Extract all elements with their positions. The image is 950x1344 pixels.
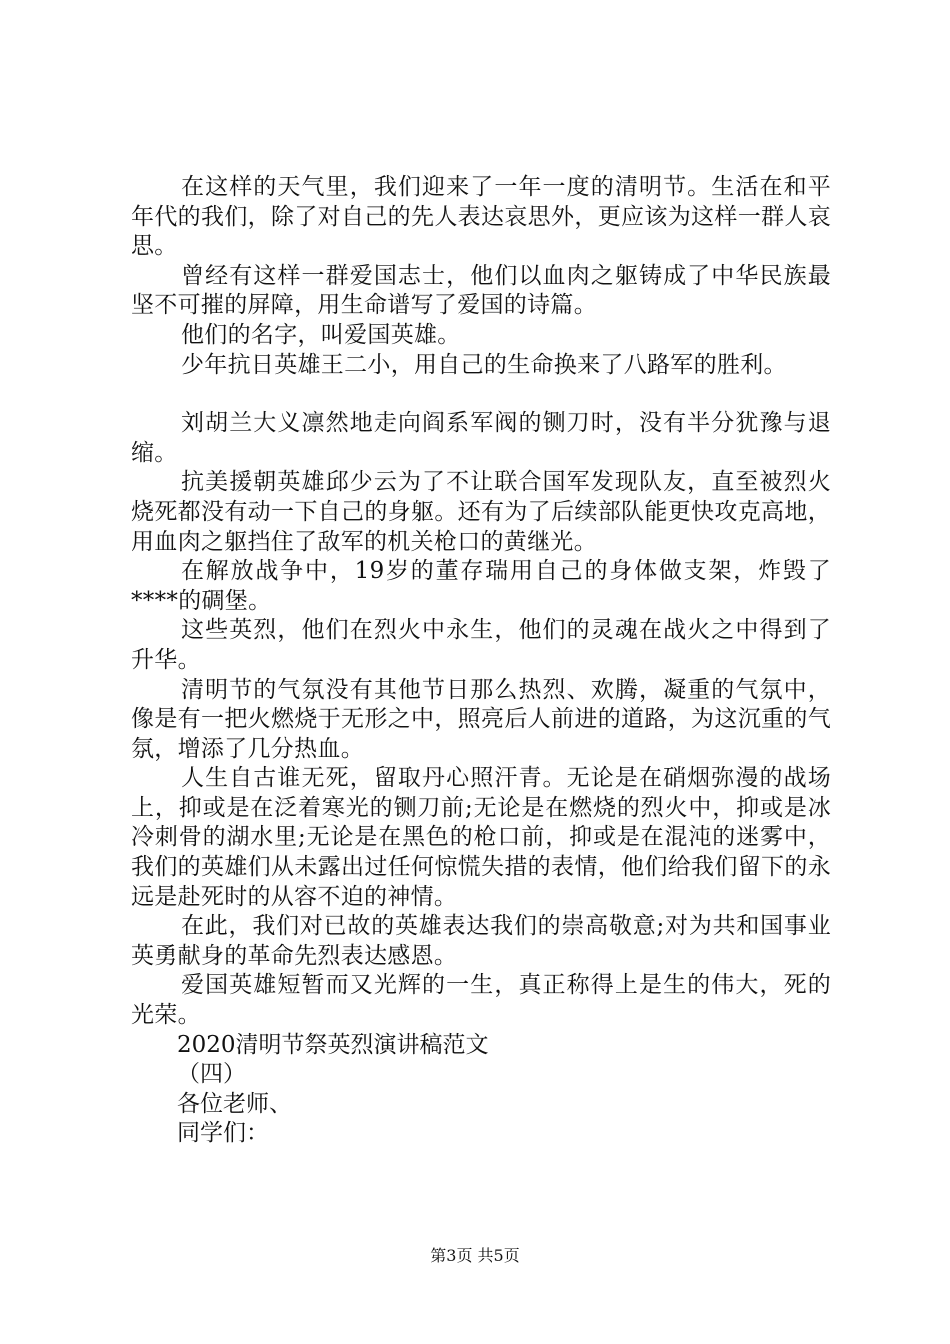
document-body <box>131 173 831 1149</box>
section-number: （四） <box>177 1061 246 1088</box>
paragraph-3: 他们的名字，叫爱国英雄。 <box>181 321 461 348</box>
paragraph-6: 抗美援朝英雄邱少云为了不让联合国军发现队友，直至被烈火烧死都没有动一下自己的身躯。还有为了后续部队能更快攻克高地，用血肉之躯挡住了敌军的机关枪口的黄继光。 <box>131 469 831 555</box>
paragraph-11: 在此，我们对已故的英雄表达我们的崇高敬意;对为共和国事业英勇献身的革命先烈表达感恩。 <box>131 913 831 969</box>
page-number: 第3页 共5页 <box>430 1246 520 1265</box>
paragraph-gap <box>131 380 831 409</box>
paragraph-8: 这些英烈，他们在烈火中永生，他们的灵魂在战火之中得到了升华。 <box>131 617 831 673</box>
greeting-teachers: 各位老师、 <box>177 1090 292 1117</box>
paragraph-5: 刘胡兰大义凛然地走向阎系军阀的铡刀时，没有半分犹豫与退缩。 <box>131 410 831 466</box>
paragraph-2: 曾经有这样一群爱国志士，他们以血肉之躯铸成了中华民族最坚不可摧的屏障，用生命谱写了爱国的诗篇。 <box>131 262 831 319</box>
paragraph-4: 少年抗日英雄王二小，用自己的生命换来了八路军的胜利。 <box>181 351 787 378</box>
paragraph-7: 在解放战争中，19岁的董存瑞用自己的身体做支架，炸毁了****的碉堡。 <box>131 558 831 614</box>
greeting-students: 同学们： <box>177 1120 269 1147</box>
paragraph-9: 清明节的气氛没有其他节日那么热烈、欢腾，凝重的气氛中，像是有一把火燃烧于无形之中，照亮后人前进的道路，为这沉重的气氛，增添了几分热血。 <box>131 676 831 762</box>
paragraph-1: 在这样的天气里，我们迎来了一年一度的清明节。生活在和平年代的我们，除了对自己的先人表达哀思外，更应该为这样一群人哀思。 <box>131 174 831 260</box>
paragraph-10: 人生自古谁无死，留取丹心照汗青。无论是在硝烟弥漫的战场上，抑或是在泛着寒光的铡刀前;无论是在燃烧的烈火中，抑或是冰冷刺骨的湖水里;无论是在黑色的枪口前，抑或是在混沌的迷雾中，我们的英雄们从未露出过任何惊慌失措的表情，他们给我们留下的永远是赴死时的从容不迫的神情。 <box>131 765 831 910</box>
section-heading: 2020清明节祭英烈演讲稿范文 <box>177 1031 489 1058</box>
paragraph-12: 爱国英雄短暂而又光辉的一生，真正称得上是生的伟大，死的光荣。 <box>131 972 831 1029</box>
